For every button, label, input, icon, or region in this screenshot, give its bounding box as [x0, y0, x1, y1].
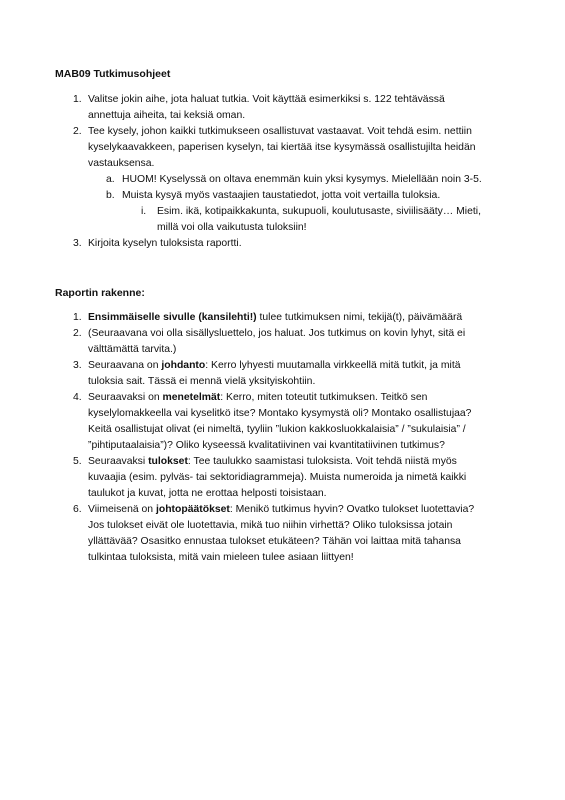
- text-span: ”pihtiputaalaisia”)? Oliko kyseessä kvalitatiivinen vai kvantitatiivinen tutkimus?: [88, 440, 445, 451]
- text-span: Viimeisenä on: [88, 504, 156, 515]
- instruction-text: Muista kysyä myös vastaajien taustatiedot, jotta voit vertailla tuloksia.: [122, 190, 441, 201]
- instruction-text: HUOM! Kyselyssä on oltava enemmän kuin yksi kysymys. Mielellään noin 3-5.: [122, 174, 482, 185]
- structure-heading: Raportin rakenne:: [55, 287, 145, 299]
- instruction-text: Tee kysely, johon kaikki tutkimukseen osallistuvat vastaavat. Voit tehdä esim. nettiin: [88, 126, 472, 137]
- instruction-number: i.: [141, 206, 147, 217]
- instruction-text: Valitse jokin aihe, jota haluat tutkia. Voit käyttää esimerkiksi s. 122 tehtävässä: [88, 94, 445, 105]
- structure-text: [88, 438, 445, 454]
- text-span: välttämättä tarvita.): [88, 344, 177, 355]
- structure-number: 6.: [73, 504, 82, 515]
- bold-term: johdanto: [161, 360, 206, 371]
- instruction-number: a.: [106, 174, 115, 185]
- bold-term: tulokset: [148, 456, 188, 467]
- structure-text: [88, 310, 462, 326]
- structure-text: [88, 454, 457, 470]
- structure-text: [88, 518, 452, 534]
- text-span: kyselylomakkeella vai kyselitkö itse? Montako kysymystä oli? Montako osallistujaa?: [88, 408, 472, 419]
- text-span: tulee tutkimuksen nimi, tekijä(t), päivämäärä: [256, 312, 463, 323]
- instruction-number: b.: [106, 190, 115, 201]
- text-span: : Kerro lyhyesti muutamalla virkkeellä mitä tutkit, ja mitä: [205, 360, 461, 371]
- text-span: : Tee taulukko saamistasi tuloksista. Voit tehdä niistä myös: [187, 456, 457, 467]
- structure-text: [88, 358, 460, 374]
- structure-text: [88, 374, 315, 390]
- instruction-text: vastauksensa.: [88, 158, 155, 169]
- text-span: tuloksia sait. Tässä ei mennä vielä yksityiskohtiin.: [88, 376, 316, 387]
- structure-text: [88, 502, 474, 518]
- bold-term: Ensimmäiselle sivulle (kansilehti!): [88, 312, 257, 323]
- structure-text: [88, 470, 466, 486]
- bold-term: johtopäätökset: [155, 504, 230, 515]
- text-span: Seuraavaksi on: [88, 392, 163, 403]
- text-span: : Kerro, miten toteutit tutkimuksen. Teitkö sen: [220, 392, 428, 403]
- instruction-text: annettuja aiheita, tai keksiä oman.: [88, 110, 246, 121]
- text-span: taulukot ja kuvat, jotta ne erottaa helposti toisistaan.: [88, 488, 327, 499]
- structure-number: 3.: [73, 360, 82, 371]
- text-span: tulkintaa tuloksista, mitä vain mieleen tulee asiaan liittyen!: [88, 552, 354, 563]
- structure-text: [88, 534, 461, 550]
- instruction-number: 2.: [73, 126, 82, 137]
- structure-text: [88, 422, 466, 438]
- text-span: kuvaajia (esim. pylväs- tai sektoridiagrammeja). Muista numeroida ja nimetä kaikki: [88, 472, 467, 483]
- structure-number: 5.: [73, 456, 82, 467]
- instruction-number: 3.: [73, 238, 82, 249]
- document-title: MAB09 Tutkimusohjeet: [55, 68, 171, 80]
- structure-number: 2.: [73, 328, 82, 339]
- bold-term: menetelmät: [162, 392, 221, 403]
- structure-text: [88, 406, 471, 422]
- instruction-number: 1.: [73, 94, 82, 105]
- text-span: Seuraavana on: [88, 360, 162, 371]
- structure-text: [88, 550, 354, 566]
- structure-text: [88, 342, 176, 358]
- structure-number: 4.: [73, 392, 82, 403]
- structure-text: [88, 326, 465, 342]
- instruction-text: Kirjoita kyselyn tuloksista raportti.: [88, 238, 242, 249]
- text-span: Seuraavaksi: [88, 456, 149, 467]
- instruction-text: kyselykaavakkeen, paperisen kyselyn, tai kiertää itse kysymässä osallistujilta heidän: [88, 142, 476, 153]
- structure-number: 1.: [73, 312, 82, 323]
- instruction-text: Esim. ikä, kotipaikkakunta, sukupuoli, koulutusaste, siviilisääty… Mieti,: [157, 206, 481, 217]
- instruction-text: millä voi olla vaikutusta tuloksiin!: [157, 222, 307, 233]
- structure-text: [88, 486, 327, 502]
- text-span: (Seuraavana voi olla sisällysluettelo, jos haluat. Jos tutkimus on kovin lyhyt, sitä ei: [88, 328, 466, 339]
- text-span: Keitä osallistujat olivat (ei nimeltä, tyyliin ”lukion kakkosluokkalaisia” / ”sukulaisia” /: [88, 424, 466, 435]
- text-span: Jos tulokset eivät ole luotettavia, mikä tuo niihin virhettä? Oliko tuloksissa jotain: [88, 520, 453, 531]
- structure-text: [88, 390, 427, 406]
- text-span: : Menikö tutkimus hyvin? Ovatko tulokset luotettavia?: [229, 504, 475, 515]
- text-span: yllättävää? Osasitko ennustaa tulokset etukäteen? Tähän voi laittaa mitä tahansa: [88, 536, 461, 547]
